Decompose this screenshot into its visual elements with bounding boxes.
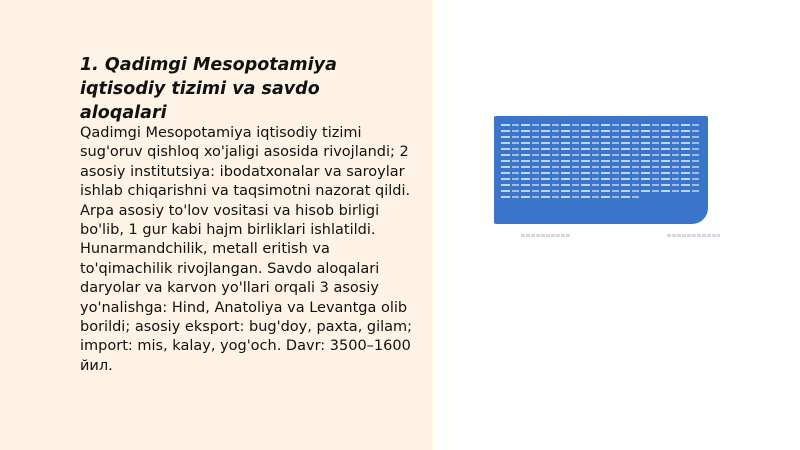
illustration-image — [494, 116, 708, 224]
slide-title: 1. Qadimgi Mesopotamiya iqtisodiy tizimi va savdo aloqalari — [80, 55, 337, 123]
image-caption-right — [667, 234, 720, 237]
image-panel — [433, 0, 800, 450]
illegible-text-block — [501, 124, 701, 202]
image-caption-left — [521, 234, 571, 237]
slide-body-text: Qadimgi Mesopotamiya iqtisodiy tizimi sug'oruv qishloq xo'jaligi asosida rivojlandi; 2 asosiy institutsiya: ibodatxonalar va saroylar ishlab chiqarishni va taqsimotni nazorat qildi. Arpa asosiy to'lov vositasi va hisob birligi bo'lib, 1 gur kabi hajm birliklari ishlatildi. Hunarmandchilik, metall eritish va to'qimachilik rivojlangan. Savdo aloqalari daryolar va karvon yo'llari orqali 3 asosiy yo'nalishga: Hind, Anatoliya va Levantga olib borildi; asosiy eksport: bug'doy, paxta, gilam; import: mis, kalay, yog'och. Davr: 3500–1600 йил. — [80, 125, 413, 374]
